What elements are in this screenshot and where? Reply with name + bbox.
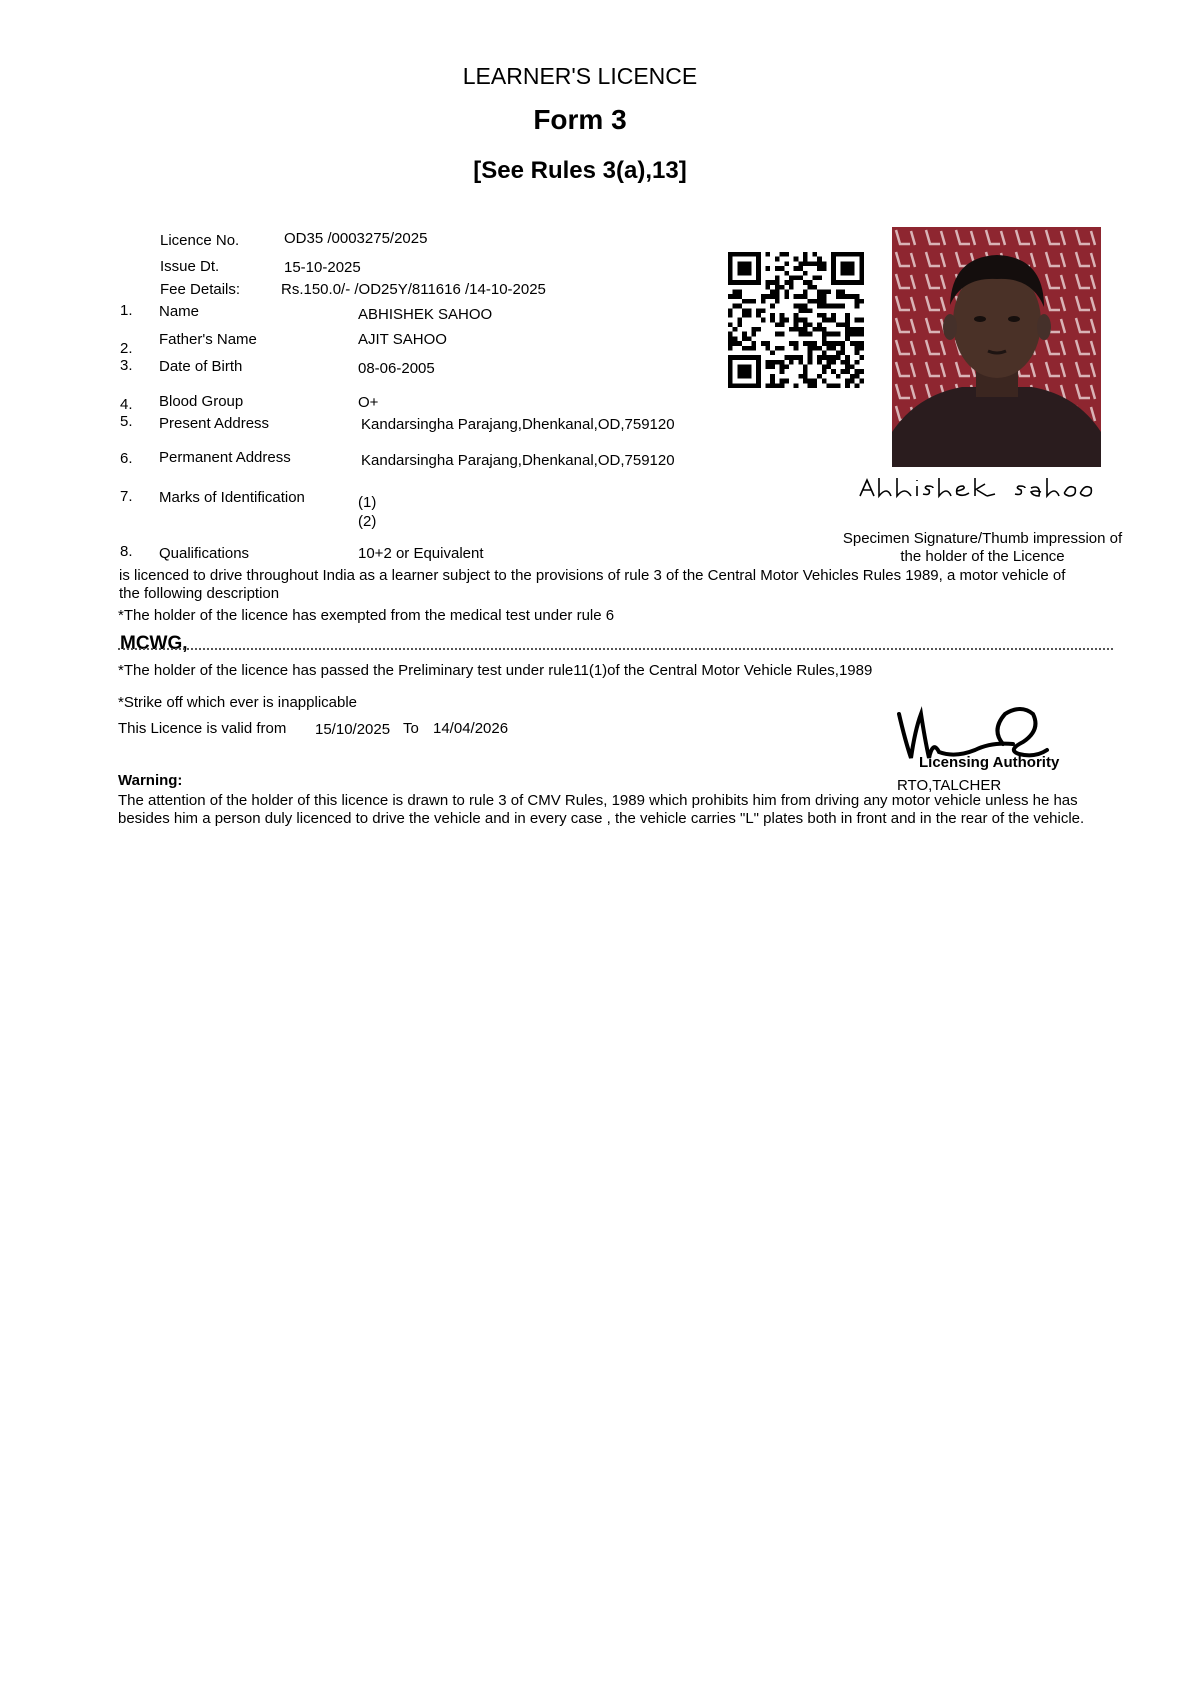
preliminary-test-note: *The holder of the licence has passed the Preliminary test under rule11(1)of the Central Motor Vehicle Rules,1989 <box>118 662 873 679</box>
rto-office: RTO,TALCHER <box>897 777 1002 794</box>
dotted-divider <box>118 648 1113 650</box>
medical-exemption-note: *The holder of the licence has exempted from the medical test under rule 6 <box>118 607 615 624</box>
warning-label: Warning: <box>118 772 183 789</box>
licence-no-value: OD35 /0003275/2025 <box>284 230 428 247</box>
dob-value: 08-06-2005 <box>358 360 435 377</box>
rules-reference: [See Rules 3(a),13] <box>473 157 687 184</box>
name-value: ABHISHEK SAHOO <box>358 306 493 323</box>
name-label: Name <box>159 303 200 320</box>
field-number: 3. <box>120 357 133 374</box>
identification-marks-label: Marks of Identification <box>159 489 305 506</box>
warning-text: The attention of the holder of this licence is drawn to rule 3 of CMV Rules, 1989 which prohibits him from driving any motor vehicle unless he has besides him a person duly licenced to drive the vehicle and in every case , the vehicle carries "L" plates both in front and in the rear of the vehicle. <box>118 792 1085 827</box>
permanent-address-value: Kandarsingha Parajang,Dhenkanal,OD,759120 <box>361 452 675 469</box>
field-number: 6. <box>120 450 133 467</box>
fee-details-value: Rs.150.0/- /OD25Y/811616 /14-10-2025 <box>281 281 546 298</box>
field-number: 2. <box>120 340 133 357</box>
holder-photo <box>892 227 1101 467</box>
licensing-authority-title: Licensing Authority <box>919 754 1060 771</box>
field-number: 4. <box>120 396 133 413</box>
identification-mark-1: (1) <box>358 494 377 511</box>
field-number: 5. <box>120 413 133 430</box>
qualifications-label: Qualifications <box>159 545 250 562</box>
valid-from-date: 15/10/2025 <box>315 721 391 738</box>
field-number: 1. <box>120 302 133 319</box>
valid-to-date: 14/04/2026 <box>433 720 509 737</box>
qr-code <box>728 252 864 388</box>
strike-off-note: *Strike off which ever is inapplicable <box>118 694 358 711</box>
issue-date-label: Issue Dt. <box>160 258 220 275</box>
field-number: 7. <box>120 488 133 505</box>
fee-details-label: Fee Details: <box>160 281 241 298</box>
present-address-label: Present Address <box>159 415 270 432</box>
specimen-caption-line2: the holder of the Licence <box>900 548 1065 565</box>
blood-group-value: O+ <box>358 394 379 411</box>
validity-to-label: To <box>403 720 419 737</box>
blood-group-label: Blood Group <box>159 393 244 410</box>
fathers-name-value: AJIT SAHOO <box>358 331 447 348</box>
form-number: Form 3 <box>533 104 627 135</box>
document-title: LEARNER'S LICENCE <box>462 63 698 89</box>
specimen-caption-line1: Specimen Signature/Thumb impression of <box>842 530 1123 547</box>
identification-mark-2: (2) <box>358 513 377 530</box>
issue-date-value: 15-10-2025 <box>284 259 361 276</box>
licence-no-label: Licence No. <box>160 232 240 249</box>
present-address-value: Kandarsingha Parajang,Dhenkanal,OD,759120 <box>361 416 675 433</box>
validity-label: This Licence is valid from <box>118 720 287 737</box>
vehicle-class: MCWG, <box>120 633 188 654</box>
permanent-address-label: Permanent Address <box>159 449 291 466</box>
holder-signature <box>855 474 1105 504</box>
field-number: 8. <box>120 543 133 560</box>
dob-label: Date of Birth <box>159 358 243 375</box>
fathers-name-label: Father's Name <box>159 331 257 348</box>
licence-description: is licenced to drive throughout India as a learner subject to the provisions of rule 3 of the Central Motor Vehicles Rules 1989, a motor vehicle of the following description <box>119 567 1066 602</box>
qualifications-value: 10+2 or Equivalent <box>358 545 484 562</box>
